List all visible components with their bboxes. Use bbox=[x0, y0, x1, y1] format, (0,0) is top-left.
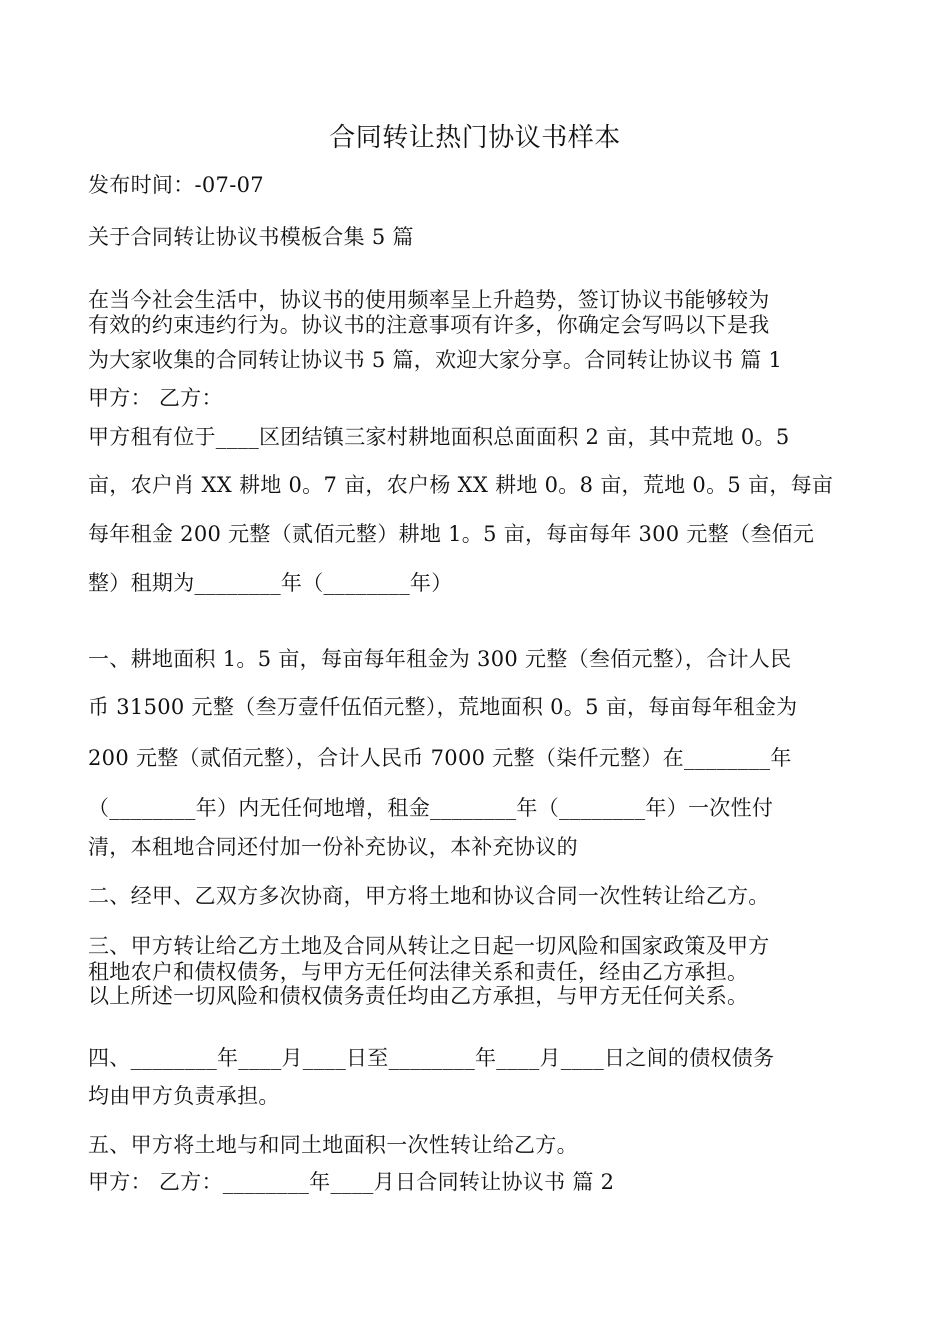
body-line: 租地农户和债权债务，与甲方无任何法律关系和责任，经由乙方承担。 bbox=[88, 960, 749, 984]
body-line: 甲方： 乙方：________年____月日合同转让协议书 篇 2 bbox=[88, 1170, 615, 1194]
body-line: 有效的约束违约行为。协议书的注意事项有许多，你确定会写吗以下是我 bbox=[88, 313, 770, 337]
body-line: 200 元整（贰佰元整），合计人民币 7000 元整（柒仟元整）在________年 bbox=[88, 746, 792, 770]
publish-time: 发布时间：-07-07 bbox=[88, 173, 264, 197]
body-line: 甲方租有位于____区团结镇三家村耕地面积总面面积 2 亩，其中荒地 0。5 bbox=[88, 425, 790, 449]
body-line: （________年）内无任何地增，租金________年（________年）一次性付 bbox=[88, 796, 774, 820]
body-line: 以上所述一切风险和债权债务责任均由乙方承担，与甲方无任何关系。 bbox=[88, 984, 749, 1008]
body-line: 币 31500 元整（叁万壹仟伍佰元整），荒地面积 0。5 亩，每亩每年租金为 bbox=[88, 695, 798, 719]
page-title: 合同转让热门协议书样本 bbox=[329, 123, 621, 153]
body-line: 五、甲方将土地与和同土地面积一次性转让给乙方。 bbox=[88, 1133, 578, 1157]
body-line: 二、经甲、乙双方多次协商，甲方将土地和协议合同一次性转让给乙方。 bbox=[88, 884, 770, 908]
body-line: 亩，农户肖 XX 耕地 0。7 亩，农户杨 XX 耕地 0。8 亩，荒地 0。5 亩，每亩 bbox=[88, 473, 834, 497]
body-line: 甲方： 乙方： bbox=[88, 386, 223, 410]
subtitle: 关于合同转让协议书模板合集 5 篇 bbox=[88, 225, 414, 249]
body-line: 整）租期为________年（________年） bbox=[88, 571, 453, 595]
body-line: 清，本租地合同还付加一份补充协议，本补充协议的 bbox=[88, 835, 578, 859]
body-line: 均由甲方负责承担。 bbox=[88, 1084, 280, 1108]
body-line: 为大家收集的合同转让协议书 5 篇，欢迎大家分享。合同转让协议书 篇 1 bbox=[88, 348, 783, 372]
body-line: 四、________年____月____日至________年____月____日之间的债权债务 bbox=[88, 1046, 775, 1070]
body-line: 三、甲方转让给乙方土地及合同从转让之日起一切风险和国家政策及甲方 bbox=[88, 934, 770, 958]
body-line: 每年租金 200 元整（贰佰元整）耕地 1。5 亩，每亩每年 300 元整（叁佰元 bbox=[88, 522, 815, 546]
body-line: 一、耕地面积 1。5 亩，每亩每年租金为 300 元整（叁佰元整），合计人民 bbox=[88, 647, 792, 671]
body-line: 在当今社会生活中，协议书的使用频率呈上升趋势，签订协议书能够较为 bbox=[88, 288, 770, 312]
